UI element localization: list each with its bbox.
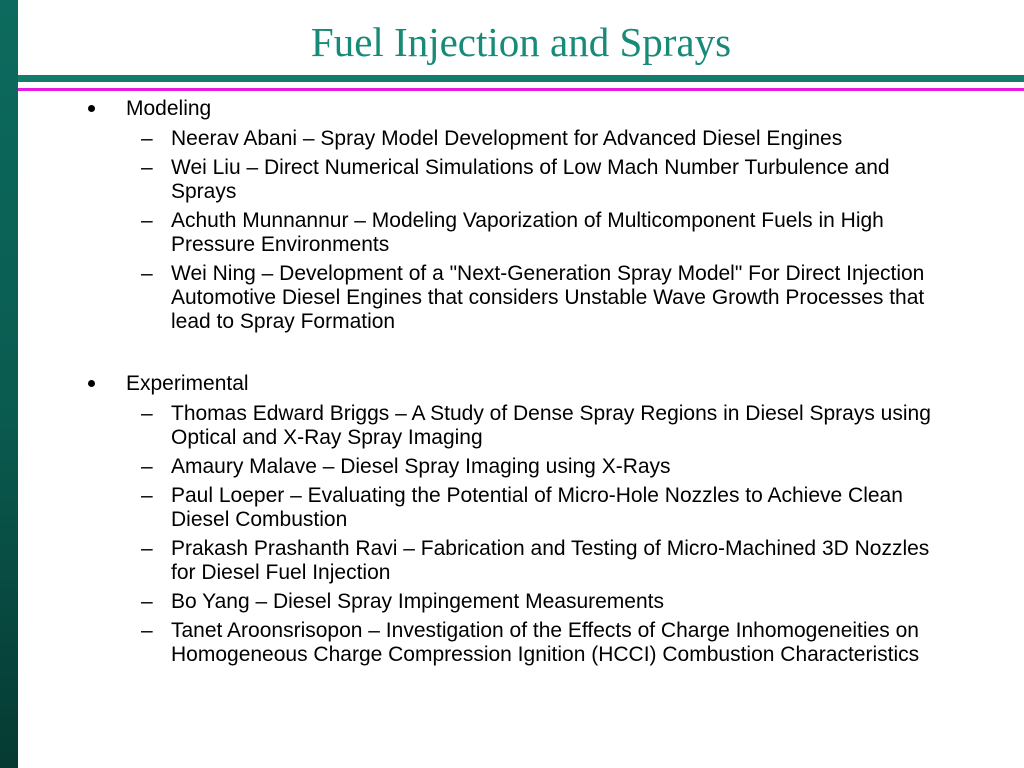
dash-icon: – (141, 619, 153, 642)
dash-icon: – (141, 127, 153, 150)
list-item (0, 537, 1024, 585)
list-item (0, 619, 1024, 667)
list-item-text: Paul Loeper – Evaluating the Potential of Micro-Hole Nozzles to Achieve Clean Diesel Combustion (171, 484, 903, 531)
bullet-row (0, 371, 1024, 397)
section-heading: Experimental (126, 372, 249, 395)
dash-icon: – (141, 484, 153, 507)
dash-icon: – (141, 455, 153, 478)
list-item-text: Prakash Prashanth Ravi – Fabrication and Testing of Micro-Machined 3D Nozzles for Diesel Fuel Injection (171, 537, 930, 584)
list-item (0, 402, 1024, 450)
list-item (0, 156, 1024, 204)
list-item-text: Tanet Aroonsrisopon – Investigation of the Effects of Charge Inhomogeneities on Homogeneous Charge Compression Ignition (HCCI) Combustion Characteristics (171, 619, 920, 666)
list-item-text: Bo Yang – Diesel Spray Impingement Measurements (171, 590, 664, 613)
list-item (0, 484, 1024, 532)
list-item (0, 590, 1024, 614)
list-item-text: Wei Ning – Development of a "Next-Generation Spray Model" For Direct Injection Automotive Diesel Engines that considers Unstable Wave Growth Processes that lead to Spray Formation (171, 262, 925, 333)
list-item-text: Achuth Munnannur – Modeling Vaporization of Multicomponent Fuels in High Pressure Environments (171, 209, 884, 256)
bullet-dot-icon (88, 105, 95, 112)
title-rule-teal (18, 75, 1024, 82)
list-item-text: Wei Liu – Direct Numerical Simulations of Low Mach Number Turbulence and Sprays (171, 156, 890, 203)
section-experimental (0, 371, 1024, 667)
dash-icon: – (141, 537, 153, 560)
dash-icon: – (141, 156, 153, 179)
list-item (0, 262, 1024, 334)
list-item-text: Neerav Abani – Spray Model Development for Advanced Diesel Engines (171, 127, 843, 150)
list-item (0, 127, 1024, 151)
bullet-dot-icon (88, 380, 95, 387)
section-spacer (0, 334, 1024, 371)
list-item-text: Amaury Malave – Diesel Spray Imaging using X-Rays (171, 455, 671, 478)
bullet-row (0, 96, 1024, 122)
list-item (0, 455, 1024, 479)
list-item (0, 209, 1024, 257)
section-heading: Modeling (126, 97, 212, 120)
list-item-text: Thomas Edward Briggs – A Study of Dense Spray Regions in Diesel Sprays using Optical and X-Ray Spray Imaging (171, 402, 931, 449)
slide-body (0, 96, 1024, 667)
dash-icon: – (141, 209, 153, 232)
dash-icon: – (141, 262, 153, 285)
section-modeling (0, 96, 1024, 334)
dash-icon: – (141, 590, 153, 613)
slide-title: Fuel Injection and Sprays (310, 19, 732, 65)
dash-icon: – (141, 402, 153, 425)
title-rule-magenta (18, 88, 1024, 91)
